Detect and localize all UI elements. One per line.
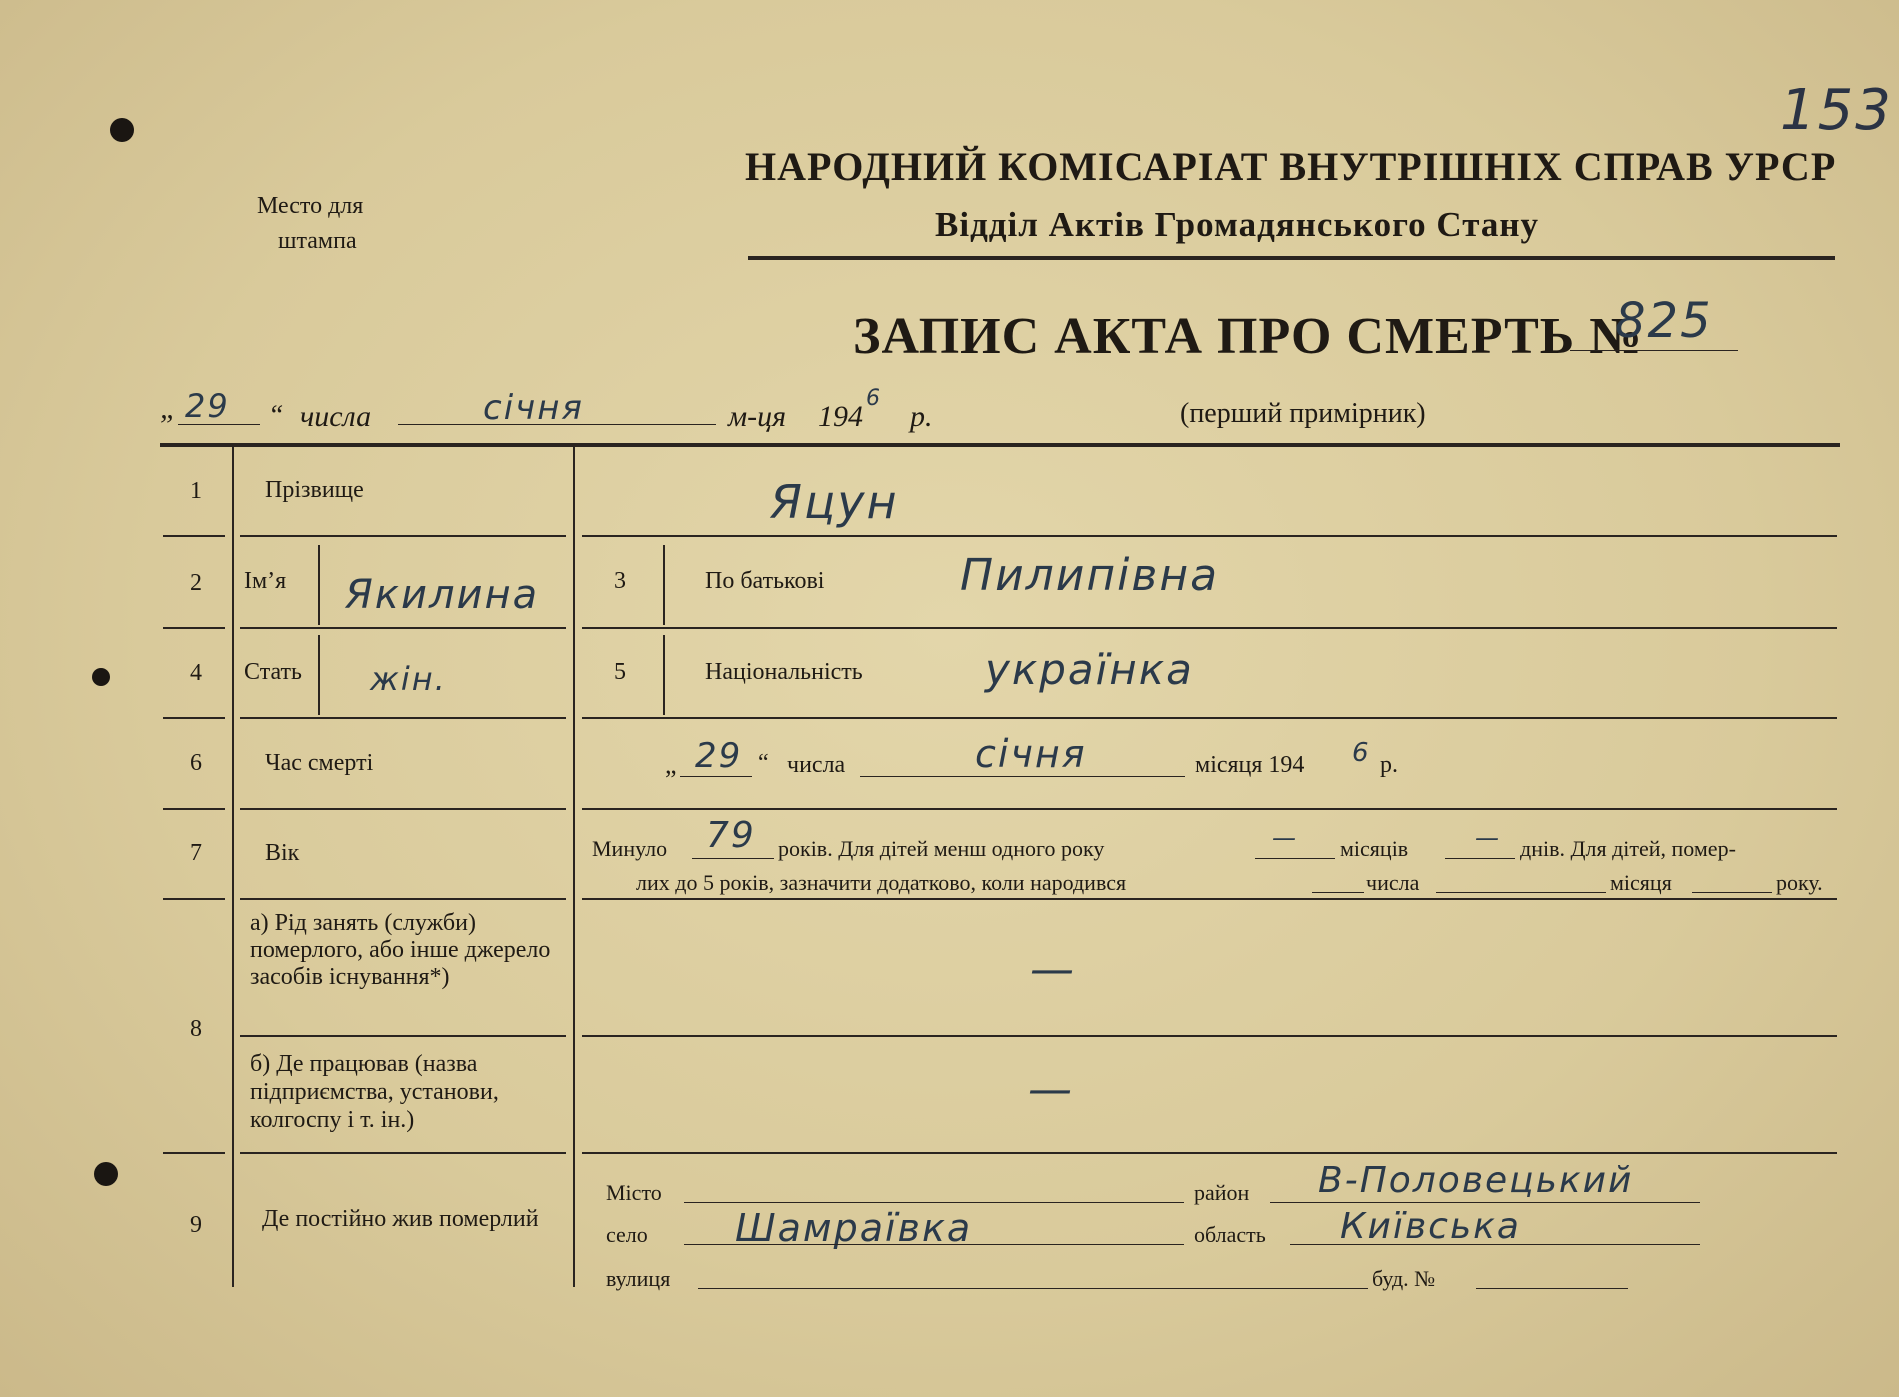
death-day: 29 <box>695 736 743 776</box>
village-label: село <box>606 1222 648 1247</box>
binder-hole <box>92 668 110 686</box>
district-value: В-Половецький <box>1318 1160 1634 1201</box>
row-3-number: 3 <box>614 568 626 594</box>
age-line-2b: числа <box>1366 870 1420 895</box>
occupation-value: — <box>1030 944 1076 995</box>
header-rule <box>748 256 1835 260</box>
date-month: січня <box>483 388 584 428</box>
row-6-label: Час смерті <box>265 750 374 776</box>
age-years-line <box>692 858 774 859</box>
row-sep-1c <box>582 535 1837 537</box>
age-line-2-dash3 <box>1692 892 1772 893</box>
row-2-label: Ім’я <box>244 568 287 594</box>
age-years: 79 <box>706 815 756 856</box>
row-5-label: Національність <box>705 659 863 685</box>
stamp-place-line-2: штампа <box>278 228 357 254</box>
date-close-quote: “ <box>268 400 284 431</box>
age-prefix: Минуло <box>592 836 668 861</box>
row-sep-2 <box>163 627 225 629</box>
first-name-value: Якилина <box>345 572 540 618</box>
death-year-digit: 6 <box>1352 738 1371 768</box>
col-divider-nat <box>663 635 665 715</box>
age-line-2c: місяця <box>1610 870 1672 895</box>
age-days-label: днів. Для дітей, помер- <box>1520 836 1736 861</box>
row-3-label: По батькові <box>705 568 825 594</box>
date-month-label: м-ця <box>728 400 787 433</box>
row-sep-3b <box>240 717 566 719</box>
occupation-label: а) Рід занять (служби) померлого, або інше джерело засобів існування*) <box>250 910 551 990</box>
workplace-label: б) Де працював (назва підприємства, установи, колгоспу і т. ін.) <box>250 1051 499 1133</box>
page-number: 153 <box>1780 78 1893 143</box>
date-day-line <box>178 424 260 425</box>
residence-label: Де постійно жив померлий <box>262 1206 539 1232</box>
row-2-number: 2 <box>190 570 202 596</box>
age-months-value: — <box>1272 824 1298 852</box>
street-line <box>698 1288 1368 1289</box>
row-sep-3 <box>163 717 225 719</box>
row-7-label: Вік <box>265 840 300 866</box>
col-divider-sexsub <box>318 635 320 715</box>
date-open-quote: „ <box>160 392 177 425</box>
date-day: 29 <box>185 387 230 425</box>
row-sep-1 <box>163 535 225 537</box>
date-month-line <box>398 424 716 425</box>
village-value: Шамраївка <box>735 1206 973 1250</box>
sex-value: жін. <box>370 660 447 698</box>
row-sep-7c <box>582 1152 1837 1154</box>
patronymic-value: Пилипівна <box>960 550 1220 601</box>
house-line <box>1476 1288 1628 1289</box>
row-1-number: 1 <box>190 478 202 504</box>
city-label: Місто <box>606 1180 662 1205</box>
region-line <box>1290 1244 1700 1245</box>
age-days-value: — <box>1475 824 1501 852</box>
street-label: вулиця <box>606 1266 671 1291</box>
age-months-label: місяців <box>1340 836 1409 861</box>
table-top-rule <box>160 443 1840 447</box>
workplace-value: — <box>1028 1064 1074 1115</box>
col-divider-patr <box>663 545 665 625</box>
col-divider-namesub <box>318 545 320 625</box>
row-sep-8mid <box>240 1035 566 1037</box>
row-5-number: 5 <box>614 659 626 685</box>
col-divider-2 <box>573 447 575 1287</box>
death-day-label: числа <box>787 752 846 778</box>
age-months-line <box>1255 858 1335 859</box>
row-sep-5b <box>240 898 566 900</box>
binder-hole <box>94 1162 118 1186</box>
age-line-2d: року. <box>1776 870 1823 895</box>
house-label: буд. № <box>1372 1266 1436 1291</box>
death-close-quote: “ <box>758 750 769 776</box>
row-sep-7 <box>163 1152 225 1154</box>
age-days-line <box>1445 858 1515 859</box>
row-9-number: 9 <box>190 1212 202 1238</box>
binder-hole <box>110 118 134 142</box>
row-4-number: 4 <box>190 660 202 686</box>
ministry-heading: НАРОДНИЙ КОМІСАРІАТ ВНУТРІШНІХ СПРАВ УРСР <box>745 144 1837 189</box>
death-month-label: місяця 194 <box>1195 752 1305 778</box>
date-year-suffix: р. <box>910 400 933 433</box>
row-sep-4c <box>582 808 1837 810</box>
row-sep-8midc <box>582 1035 1837 1037</box>
death-day-line <box>680 776 752 777</box>
row-sep-3c <box>582 717 1837 719</box>
region-value: Київська <box>1340 1206 1521 1247</box>
district-label: район <box>1194 1180 1250 1205</box>
department-heading: Відділ Актів Громадянського Стану <box>935 205 1539 244</box>
village-line <box>684 1244 1184 1245</box>
stamp-place-line-1: Место для <box>257 193 364 219</box>
copy-label: (перший примірник) <box>1180 398 1426 429</box>
date-day-label: числа <box>300 400 372 433</box>
row-8-number: 8 <box>190 1016 202 1042</box>
row-sep-2b <box>240 627 566 629</box>
row-sep-4b <box>240 808 566 810</box>
record-title: ЗАПИС АКТА ПРО СМЕРТЬ № <box>853 308 1643 365</box>
region-label: область <box>1194 1222 1266 1247</box>
nationality-value: українка <box>985 645 1194 694</box>
row-sep-5 <box>163 898 225 900</box>
age-line-2-dash1 <box>1312 892 1364 893</box>
col-divider-1 <box>232 447 234 1287</box>
death-month: січня <box>975 732 1087 776</box>
death-open-quote: „ <box>665 750 677 779</box>
surname-value: Яцун <box>770 475 899 529</box>
age-line-1: років. Для дітей менш одного року <box>778 836 1105 861</box>
date-year-prefix: 194 <box>818 400 863 433</box>
death-month-line <box>860 776 1185 777</box>
city-line <box>684 1202 1184 1203</box>
date-year-digit: 6 <box>866 386 882 411</box>
row-4-label: Стать <box>244 659 302 685</box>
row-1-label: Прізвище <box>265 477 364 503</box>
row-6-number: 6 <box>190 750 202 776</box>
row-sep-1b <box>240 535 566 537</box>
row-7-number: 7 <box>190 840 202 866</box>
district-line <box>1270 1202 1700 1203</box>
row-sep-4 <box>163 808 225 810</box>
age-line-2a: лих до 5 років, зазначити додатково, коли народився <box>636 870 1127 895</box>
row-sep-7b <box>240 1152 566 1154</box>
death-year-suffix: р. <box>1380 752 1398 778</box>
record-number-line <box>1570 350 1738 351</box>
row-sep-5c <box>582 898 1837 900</box>
row-sep-2c <box>582 627 1837 629</box>
age-line-2-dash2 <box>1436 892 1606 893</box>
record-number: 825 <box>1615 293 1713 349</box>
